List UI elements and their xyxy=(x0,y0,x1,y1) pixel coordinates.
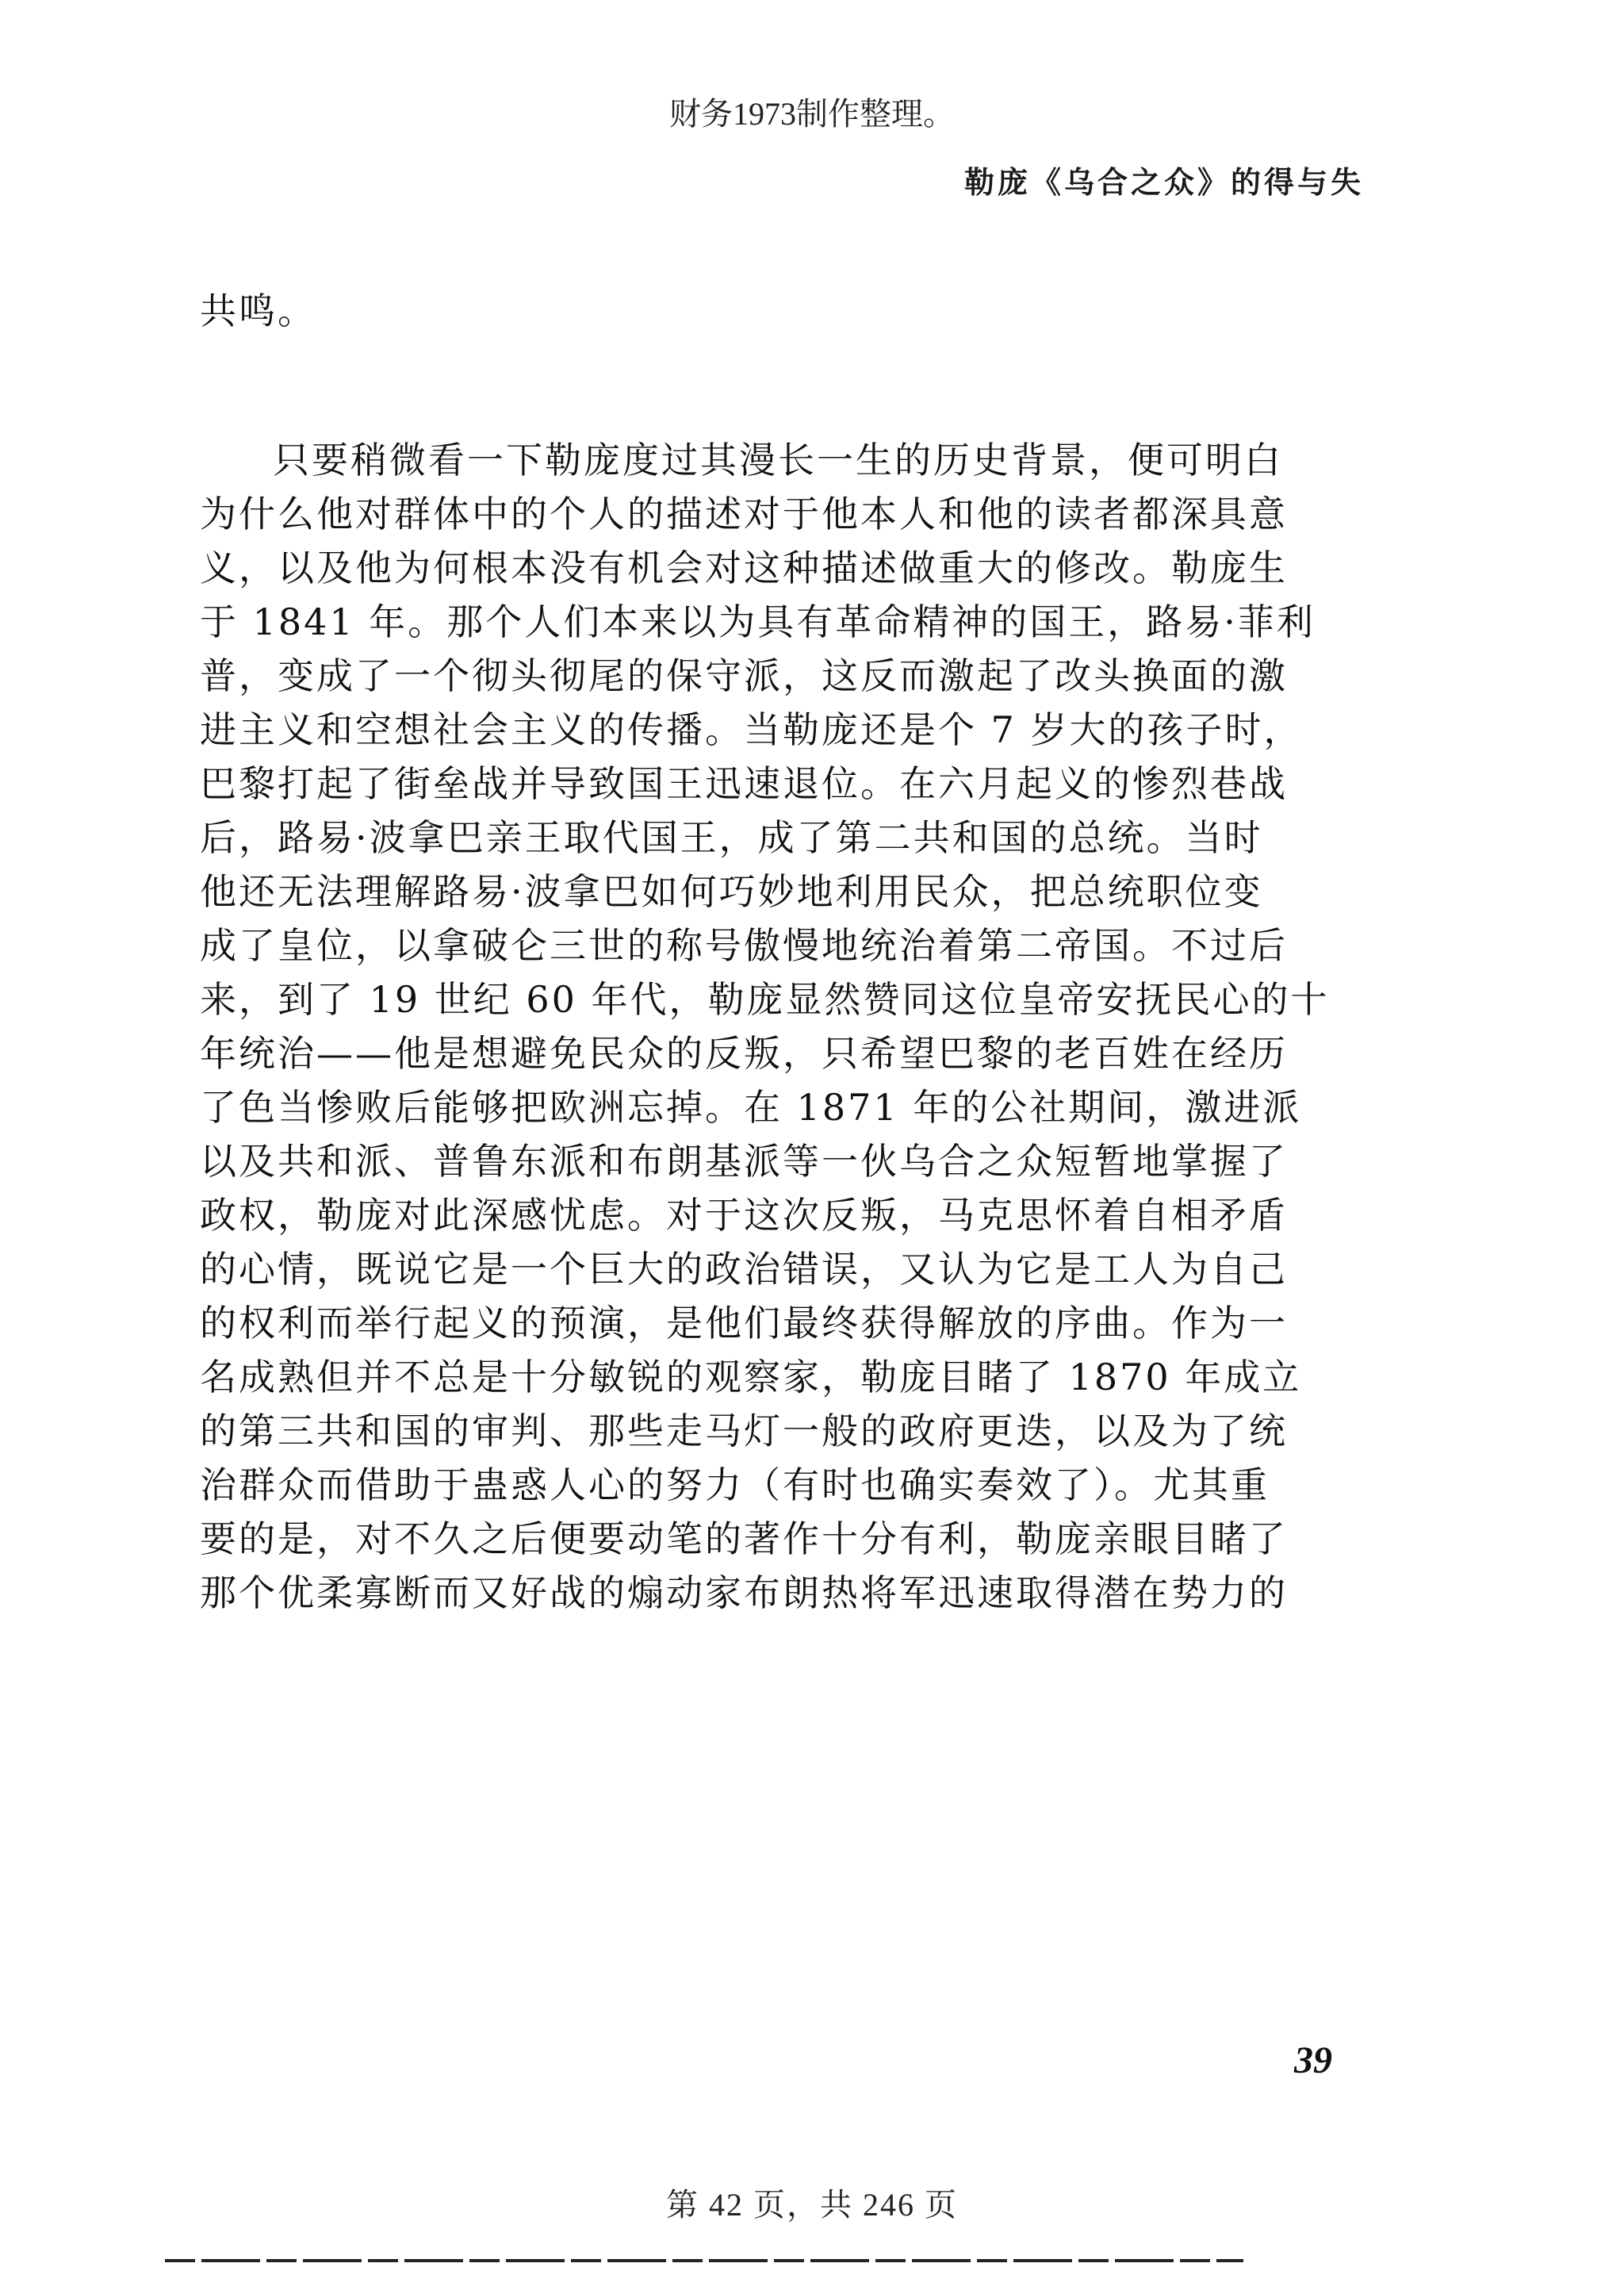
paragraph xyxy=(200,433,1373,1620)
paragraph-line: 年统治——他是想避免民众的反叛，只希望巴黎的老百姓在经历 xyxy=(200,1032,1288,1075)
page-body xyxy=(200,284,1373,1620)
page-number: 39 xyxy=(1294,2039,1332,2081)
running-header: 勒庞《乌合之众》的得与失 xyxy=(963,164,1364,200)
paragraph-line: 的权利而举行起义的预演，是他们最终获得解放的序曲。作为一 xyxy=(200,1302,1288,1344)
opening-line: 共鸣。 xyxy=(200,290,316,332)
watermark-text: 财务1973制作整理。 xyxy=(669,96,955,132)
paragraph-line: 那个优柔寡断而又好战的煽动家布朗热将军迅速取得潜在势力的 xyxy=(200,1571,1288,1614)
paragraph-line: 的心情，既说它是一个巨大的政治错误，又认为它是工人为自己 xyxy=(200,1248,1288,1291)
paragraph-line: 名成熟但并不总是十分敏锐的观察家，勒庞目睹了 1870 年成立 xyxy=(200,1356,1302,1398)
paragraph-line: 于 1841 年。那个人们本来以为具有革命精神的国王，路易·菲利 xyxy=(200,600,1316,643)
paragraph-line: 只要稍微看一下勒庞度过其漫长一生的历史背景，便可明白 xyxy=(273,439,1283,481)
paragraph-line: 了色当惨败后能够把欧洲忘掉。在 1871 年的公社期间，激进派 xyxy=(200,1086,1302,1129)
paragraph-line: 以及共和派、普鲁东派和布朗基派等一伙乌合之众短暂地掌握了 xyxy=(200,1140,1288,1183)
paragraph-gap xyxy=(200,338,1373,433)
paragraph-line: 义，以及他为何根本没有机会对这种描述做重大的修改。勒庞生 xyxy=(200,547,1288,589)
paragraph-line: 政权，勒庞对此深感忧虑。对于这次反叛，马克思怀着自相矛盾 xyxy=(200,1194,1288,1237)
paragraph-line: 普，变成了一个彻头彻尾的保守派，这反而激起了改头换面的激 xyxy=(200,654,1288,697)
paragraph-line: 后，路易·波拿巴亲王取代国王，成了第二共和国的总统。当时 xyxy=(200,816,1263,859)
paragraph-line: 治群众而借助于蛊惑人心的努力（有时也确实奏效了）。尤其重 xyxy=(200,1463,1270,1506)
paragraph-line: 为什么他对群体中的个人的描述对于他本人和他的读者都深具意 xyxy=(200,493,1288,535)
page-counter: 第 42 页，共 246 页 xyxy=(666,2187,958,2223)
paragraph-line: 的第三共和国的审判、那些走马灯一般的政府更迭，以及为了统 xyxy=(200,1410,1288,1452)
paragraph-line: 巴黎打起了街垒战并导致国王迅速退位。在六月起义的惨烈巷战 xyxy=(200,762,1288,805)
paragraph-line: 来，到了 19 世纪 60 年代，勒庞显然赞同这位皇帝安抚民心的十 xyxy=(200,978,1330,1021)
scan-divider xyxy=(165,2259,1243,2262)
paragraph-line: 成了皇位，以拿破仑三世的称号傲慢地统治着第二帝国。不过后 xyxy=(200,924,1288,967)
paragraph-line: 要的是，对不久之后便要动笔的著作十分有利，勒庞亲眼目睹了 xyxy=(200,1517,1288,1560)
paragraph-line: 进主义和空想社会主义的传播。当勒庞还是个 7 岁大的孩子时， xyxy=(200,708,1303,751)
paragraph-line: 他还无法理解路易·波拿巴如何巧妙地利用民众，把总统职位变 xyxy=(200,870,1263,913)
